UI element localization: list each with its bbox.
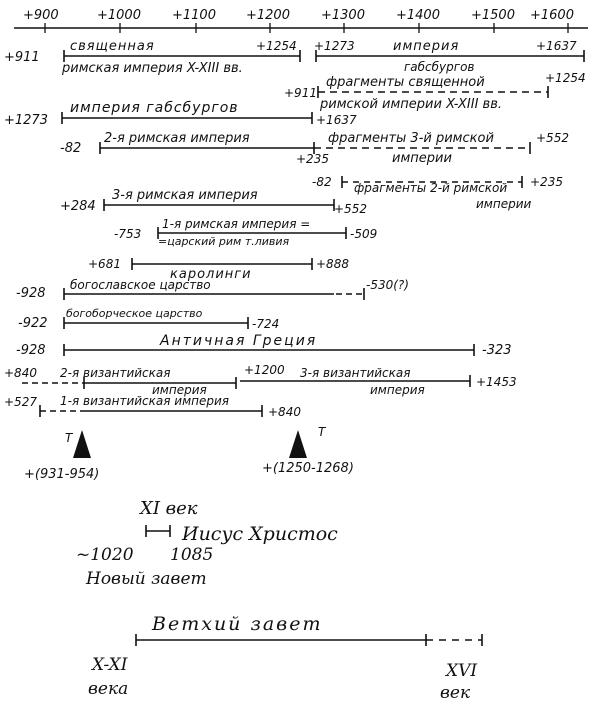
axis-label: +1300 xyxy=(321,8,365,23)
bar-right-value: +1637 xyxy=(316,113,357,127)
bar-left-value: -82 xyxy=(60,141,82,156)
bar-right-value: +840 xyxy=(268,405,301,419)
old-testament-label: Ветхий завет xyxy=(152,613,323,635)
bar-label-line2: империи xyxy=(392,151,452,166)
bar-right-value: -323 xyxy=(482,343,512,358)
old-testament-block xyxy=(88,613,482,702)
christ-block xyxy=(76,498,338,589)
bar-left-value: -928 xyxy=(16,286,46,301)
bar-left-value: +1200 xyxy=(244,363,285,377)
bar-label: фрагменты 3-й римской xyxy=(328,131,494,146)
bar-right-value: +235 xyxy=(530,175,563,189)
old-testament-right-line1: XVI xyxy=(446,661,478,681)
old-testament-left-line1: X-XI xyxy=(92,655,128,675)
bar-label: империя xyxy=(393,39,460,54)
bar-left-value: -928 xyxy=(16,343,46,358)
bar-label: 3-я римская империя xyxy=(112,188,258,203)
bar-label-line2: империя xyxy=(152,383,207,397)
marker-range: +(1250-1268) xyxy=(262,461,354,476)
bar-left-value: +235 xyxy=(296,152,329,166)
bar-left-value: -82 xyxy=(312,175,332,189)
bar-left-value: +1273 xyxy=(314,39,355,53)
bar-right-value: +888 xyxy=(316,257,349,271)
bar-label: фрагменты 2-й римской xyxy=(354,181,508,195)
bar-right-value: -509 xyxy=(350,227,378,241)
bar-right-value: +552 xyxy=(334,202,367,216)
bar-label-line2: =царский рим т.ливия xyxy=(158,235,290,248)
bar-left-value: +840 xyxy=(4,366,37,380)
bar-label: Античная Греция xyxy=(160,333,318,349)
bar-label: 3-я византийская xyxy=(300,366,411,380)
bar-label: каролинги xyxy=(170,267,252,282)
marker-range: +(931-954) xyxy=(24,467,100,482)
triangle-marker-icon xyxy=(289,430,307,458)
christ-name: Иисус Христос xyxy=(182,523,338,545)
new-testament-label: Новый завет xyxy=(86,569,207,589)
bar-label-line2: римской империи X-XIII вв. xyxy=(320,97,503,112)
bar-right-value: +1453 xyxy=(476,375,517,389)
bar-right-value: +1637 xyxy=(536,39,577,53)
christ-start: ~1020 xyxy=(76,545,134,565)
axis-label: +1200 xyxy=(246,8,290,23)
bar-left-value: +911 xyxy=(284,86,317,100)
bar-left-value: +527 xyxy=(4,395,37,409)
axis-label: +1600 xyxy=(530,8,574,23)
bar-label: фрагменты священной xyxy=(326,75,485,90)
bar-left-value: +1273 xyxy=(4,113,48,128)
bar-label: священная xyxy=(70,39,155,54)
bar-label-line2: империя xyxy=(370,383,425,397)
bar-label: 2-я римская империя xyxy=(104,131,250,146)
bar-left-value: -753 xyxy=(114,227,142,241)
bar-right-value: +1254 xyxy=(256,39,297,53)
axis-label: +1100 xyxy=(172,8,216,23)
bar-label-line2: римская империя X-XIII вв. xyxy=(62,61,243,76)
bar-left-value: +681 xyxy=(88,257,121,271)
bar-left-value: -922 xyxy=(18,316,48,331)
marker-letter: Т xyxy=(65,431,73,445)
old-testament-right-line2: век xyxy=(440,683,471,702)
bar-right-value: -724 xyxy=(252,317,280,331)
bar-label: 1-я римская империя = xyxy=(162,217,311,231)
axis-label: +900 xyxy=(23,8,59,23)
old-testament-left-line2: века xyxy=(88,679,129,699)
axis-labels xyxy=(23,8,574,23)
bar-label: империя габсбургов xyxy=(70,100,239,116)
bar-right-value: -530(?) xyxy=(366,278,409,292)
triangle-marker-icon xyxy=(73,430,91,458)
bar-right-value: +1254 xyxy=(545,71,586,85)
christ-century: XI век xyxy=(140,498,198,519)
bar-right-value: +552 xyxy=(536,131,569,145)
bar-label: богославское царство xyxy=(70,278,211,292)
bar-labels xyxy=(4,39,586,419)
bar-left-value: +284 xyxy=(60,199,96,214)
bar-label: 2-я византийская xyxy=(60,366,171,380)
marker-left xyxy=(24,430,99,482)
marker-letter: Т xyxy=(318,425,326,439)
christ-end: 1085 xyxy=(170,545,214,565)
axis-label: +1500 xyxy=(471,8,515,23)
axis-label: +1000 xyxy=(97,8,141,23)
bar-label: 1-я византийская империя xyxy=(60,394,229,408)
bar-left-value: +911 xyxy=(4,50,40,65)
bar-label-line2: габсбургов xyxy=(404,60,475,74)
bar-label: богоборческое царство xyxy=(66,307,203,320)
marker-right xyxy=(262,425,354,476)
axis-label: +1400 xyxy=(396,8,440,23)
bar-label-line2: империи xyxy=(476,197,532,211)
